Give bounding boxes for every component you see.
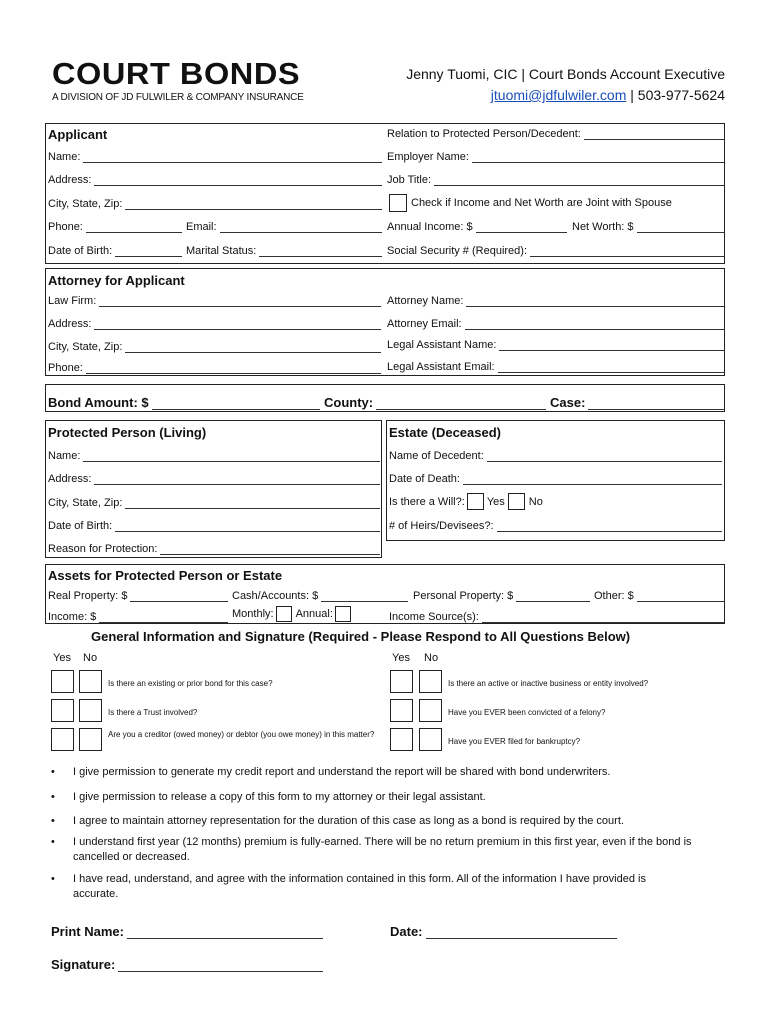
legal-assistant-email-field[interactable]: Legal Assistant Email:: [387, 361, 724, 373]
q4-text: Is there an active or inactive business or entity involved?: [448, 679, 649, 688]
contact-name: Jenny Tuomi, CIC | Court Bonds Account Executive: [406, 66, 725, 82]
job-title-field[interactable]: Job Title:: [387, 174, 724, 186]
q6-yes-box[interactable]: [390, 728, 413, 751]
q3-yes-box[interactable]: [51, 728, 74, 751]
signature-field[interactable]: Signature:: [51, 957, 323, 972]
applicant-dob-field[interactable]: Date of Birth:: [48, 245, 182, 257]
applicant-email-field[interactable]: Email:: [186, 221, 382, 233]
logo-title: COURT BONDS: [52, 56, 301, 91]
attorney-email-field[interactable]: Attorney Email:: [387, 318, 724, 330]
left-no-header: No: [83, 652, 98, 664]
case-field[interactable]: Case:: [550, 395, 724, 410]
attorney-phone-field[interactable]: Phone:: [48, 362, 381, 374]
will-yes-checkbox[interactable]: [467, 493, 484, 510]
personal-property-field[interactable]: Personal Property: $: [413, 590, 590, 602]
attorney-city-field[interactable]: City, State, Zip:: [48, 341, 381, 353]
general-info-title: General Information and Signature (Required - Please Respond to All Questions Below): [91, 629, 631, 644]
protected-dob-field[interactable]: Date of Birth:: [48, 520, 380, 532]
q1-no-box[interactable]: [79, 670, 102, 693]
legal-assistant-name-field[interactable]: Legal Assistant Name:: [387, 339, 724, 351]
q2-no-box[interactable]: [79, 699, 102, 722]
assets-title: Assets for Protected Person or Estate: [48, 568, 283, 583]
attorney-address-field[interactable]: Address:: [48, 318, 381, 330]
right-no-header: No: [424, 652, 439, 664]
q1-yes-box[interactable]: [51, 670, 74, 693]
email-link[interactable]: jtuomi@jdfulwiler.com: [490, 87, 627, 103]
q1-text: Is there an existing or prior bond for this case?: [108, 679, 273, 688]
q2-yes-box[interactable]: [51, 699, 74, 722]
right-yes-header: Yes: [392, 652, 410, 664]
q4-no-box[interactable]: [419, 670, 442, 693]
annual-checkbox[interactable]: [335, 606, 351, 622]
bullet-premium: • I understand first year (12 months) premium is fully-earned. There will be no return premium in this first year, even if the bond is cancelled or decreased.: [51, 836, 692, 863]
logo-tagline: A DIVISION OF JD FULWILER & COMPANY INSURANCE: [52, 92, 304, 103]
q5-text: Have you EVER been convicted of a felony?: [448, 708, 606, 717]
real-property-field[interactable]: Real Property: $: [48, 590, 228, 602]
protected-person-section: [45, 420, 382, 558]
monthly-checkbox[interactable]: [276, 606, 292, 622]
applicant-address-field[interactable]: Address:: [48, 174, 382, 186]
heirs-field[interactable]: # of Heirs/Devisees?:: [389, 520, 722, 532]
annual-income-field[interactable]: Annual Income: $: [387, 221, 567, 233]
cash-accounts-field[interactable]: Cash/Accounts: $: [232, 590, 408, 602]
date-field[interactable]: Date:: [390, 924, 617, 939]
death-date-field[interactable]: Date of Death:: [389, 473, 722, 485]
q3-no-box[interactable]: [79, 728, 102, 751]
relation-field[interactable]: Relation to Protected Person/Decedent:: [387, 128, 724, 140]
bullet-attorney: • I agree to maintain attorney representation for the duration of this case as long as a bond is required by the court.: [51, 815, 624, 827]
will-no-checkbox[interactable]: [508, 493, 525, 510]
q4-yes-box[interactable]: [390, 670, 413, 693]
net-worth-field[interactable]: Net Worth: $: [572, 221, 724, 233]
bullet-credit-report: • I give permission to generate my credit report and understand the report will be shared with bond underwriters.: [51, 766, 611, 778]
protected-person-title: Protected Person (Living): [48, 425, 207, 440]
decedent-name-field[interactable]: Name of Decedent:: [389, 450, 722, 462]
applicant-city-field[interactable]: City, State, Zip:: [48, 198, 382, 210]
joint-checkbox-row: Check if Income and Net Worth are Joint with Spouse: [389, 194, 726, 212]
q2-text: Is there a Trust involved?: [108, 708, 198, 717]
applicant-phone-field[interactable]: Phone:: [48, 221, 182, 233]
estate-title: Estate (Deceased): [389, 425, 501, 440]
q6-no-box[interactable]: [419, 728, 442, 751]
print-name-field[interactable]: Print Name:: [51, 924, 323, 939]
protected-name-field[interactable]: Name:: [48, 450, 380, 462]
bullet-release-copy: • I give permission to release a copy of this form to my attorney or their legal assistant.: [51, 791, 486, 803]
contact-phone: | 503-977-5624: [630, 87, 725, 103]
applicant-title: Applicant: [48, 127, 108, 142]
county-field[interactable]: County:: [324, 395, 546, 410]
will-row: Is there a Will?: Yes No: [389, 493, 722, 510]
contact-line: [491, 87, 725, 103]
ssn-field[interactable]: Social Security # (Required):: [387, 245, 724, 257]
employer-field[interactable]: Employer Name:: [387, 151, 724, 163]
protection-reason-field[interactable]: Reason for Protection:: [48, 543, 380, 555]
bullet-agreement: • I have read, understand, and agree with the information contained in this form. All of the information I have provided is accurate.: [51, 873, 646, 900]
attorney-name-field[interactable]: Attorney Name:: [387, 295, 724, 307]
q5-no-box[interactable]: [419, 699, 442, 722]
law-firm-field[interactable]: Law Firm:: [48, 295, 381, 307]
left-yes-header: Yes: [53, 652, 71, 664]
q5-yes-box[interactable]: [390, 699, 413, 722]
protected-address-field[interactable]: Address:: [48, 473, 380, 485]
joint-checkbox[interactable]: [389, 194, 407, 212]
other-assets-field[interactable]: Other: $: [594, 590, 724, 602]
bond-amount-field[interactable]: Bond Amount: $: [48, 395, 320, 410]
income-field[interactable]: Income: $: [48, 611, 228, 623]
income-sources-field[interactable]: Income Source(s):: [389, 611, 724, 623]
protected-city-field[interactable]: City, State, Zip:: [48, 497, 380, 509]
applicant-name-field[interactable]: Name:: [48, 151, 382, 163]
income-period-row: Monthly: Annual:: [232, 606, 382, 622]
q3-text: Are you a creditor (owed money) or debtor (you owe money) in this matter?: [108, 730, 375, 739]
applicant-marital-field[interactable]: Marital Status:: [186, 245, 382, 257]
attorney-title: Attorney for Applicant: [48, 273, 185, 288]
q6-text: Have you EVER filed for bankruptcy?: [448, 737, 581, 746]
